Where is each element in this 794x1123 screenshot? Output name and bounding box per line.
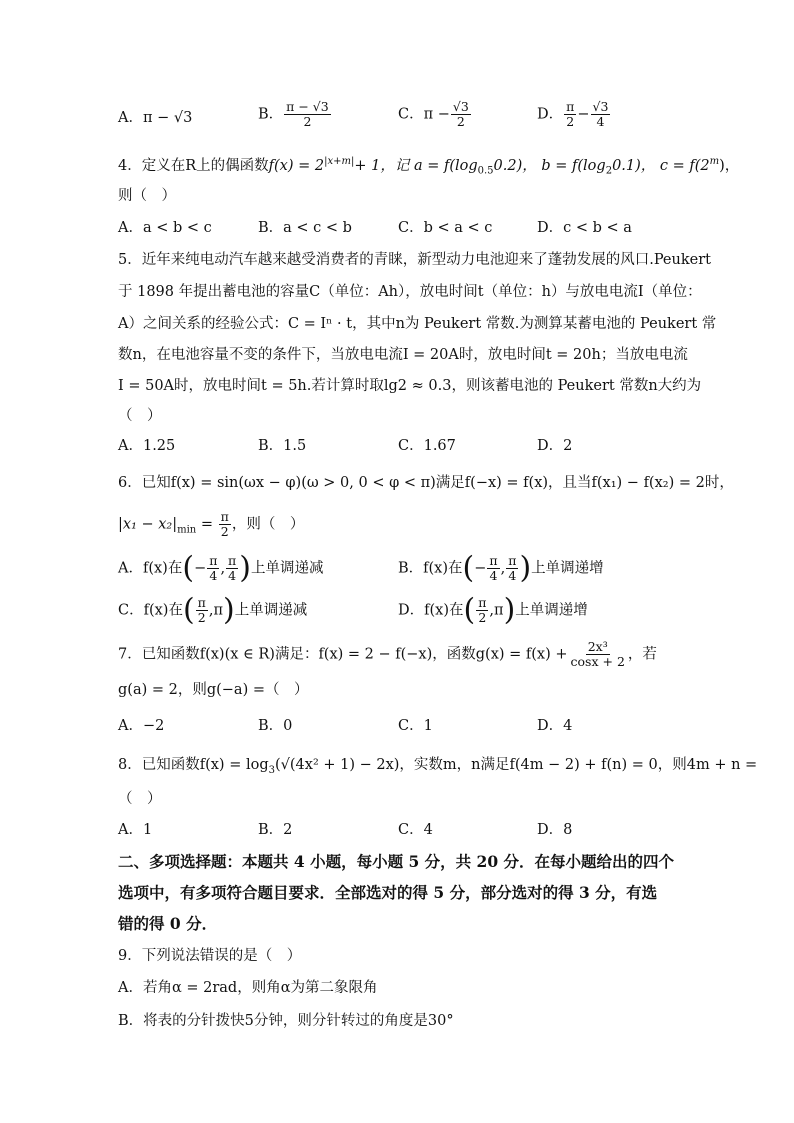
q9-option-b: B．将表的分针拨快5分钟，则分针转过的角度是30° [118,1013,454,1029]
q3-option-d: D． $\frac{\pi}{2}$ − $\frac{√3}{4}$ [537,99,609,129]
section2-heading-line3: 错的得 0 分． [118,914,218,933]
q4-stem-line1: 4．定义在R上的偶函数$f(x) = 2^{|x+m|}+ 1$，记 $a = f(\log_{0.5}0.2)$， $b = f(\log_20.1)$， $c = f(2^m)$， [118,156,740,177]
section2-heading-line2: 选项中，有多项符合题目要求．全部选对的得 5 分，部分选对的得 3 分，有选 [118,883,658,902]
q8-option-d: D．8 [537,822,573,838]
q7-option-a: A．−2 [118,718,165,734]
q6-option-d: D．f(x)在( $\frac{\pi}{2}$ ,π)上单调递增 [398,592,588,628]
q7-option-b: B．0 [258,718,293,734]
q6-option-b: B．f(x)在(− $\frac{\pi}{4}$ , $\frac{\pi}{4}$ )上单调递增 [398,550,604,586]
q5-stem-line5: I = 50A时，放电时间t = 5h.若计算时取lg2 ≈ 0.3，则该蓄电池的 Peukert 常数n大约为 [118,378,702,394]
q5-stem-line3: A）之间关系的经验公式：C = Iⁿ · t，其中n为 Peukert 常数.为测算某蓄电池的 Peukert 常 [118,316,717,332]
q5-stem-line1: 5．近年来纯电动汽车越来越受消费者的青睐，新型动力电池迎来了蓬勃发展的风口.Peukert [118,252,711,268]
q4-stem-line2: 则（ ） [118,188,176,204]
section2-heading-line1: 二、多项选择题：本题共 4 小题，每小题 5 分，共 20 分．在每小题给出的四个 [118,852,675,871]
q9-option-a: A．若角α = 2rad，则角α为第二象限角 [118,980,378,996]
q5-stem-line6: （ ） [118,408,162,424]
q6-stem-line2: $|x_1 - x_2|_{min}$ = $\frac{\pi}{2}$ ，则（ ） [118,509,305,539]
q3-option-b: B． $\frac{\pi - √3}{2}$ [258,99,329,129]
q7-option-c: C．1 [398,718,433,734]
q7-option-d: D．4 [537,718,573,734]
q3-option-c: C．π − $\frac{√3}{2}$ [398,99,469,129]
q8-stem-line2: （ ） [118,791,162,807]
q8-stem-line1: 8．已知函数$f(x) = \log_3(√(4x^2 + 1) - 2x)$，实数m，n满足f(4m − 2) + f(n) = 0，则4m + n = [118,757,758,776]
q6-stem-line1: 6．已知f(x) = sin(ωx − φ)(ω > 0, 0 < φ < π)满足f(−x) = f(x)，且当f(x₁) − f(x₂) = 2时， [118,475,734,491]
q8-option-a: A．1 [118,822,153,838]
q5-option-b: B．1.5 [258,438,307,454]
q5-option-d: D．2 [537,438,573,454]
q5-option-a: A．1.25 [118,438,176,454]
q4-option-a: A．a < b < c [118,220,212,236]
q8-option-c: C．4 [398,822,433,838]
q7-stem-line2: g(a) = 2，则g(−a) =（ ） [118,682,309,698]
q7-stem-line1: 7．已知函数f(x)(x ∈ R)满足：f(x) = 2 − f(−x)，函数g(x) = f(x) + $\frac{\text{2x³}}{\cos x + 2}$ ，若 [118,639,657,669]
q9-stem: 9．下列说法错误的是（ ） [118,948,302,964]
q4-option-c: C．b < a < c [398,220,493,236]
q5-stem-line4: 数n，在电池容量不变的条件下，当放电电流I = 20A时，放电时间t = 20h；当放电电流 [118,347,688,363]
q5-option-c: C．1.67 [398,438,456,454]
q6-option-a: A．f(x)在(− $\frac{\pi}{4}$ , $\frac{\pi}{4}$ )上单调递减 [118,550,324,586]
q4-option-d: D．c < b < a [537,220,632,236]
q8-option-b: B．2 [258,822,293,838]
q5-stem-line2: 于 1898 年提出蓄电池的容量C（单位：Ah），放电时间t（单位：h）与放电电流I（单位： [118,284,702,300]
q4-option-b: B．a < c < b [258,220,352,236]
q6-option-c: C．f(x)在( $\frac{\pi}{2}$ ,π)上单调递减 [118,592,308,628]
q3-option-a: A．π − √3 [118,110,193,126]
